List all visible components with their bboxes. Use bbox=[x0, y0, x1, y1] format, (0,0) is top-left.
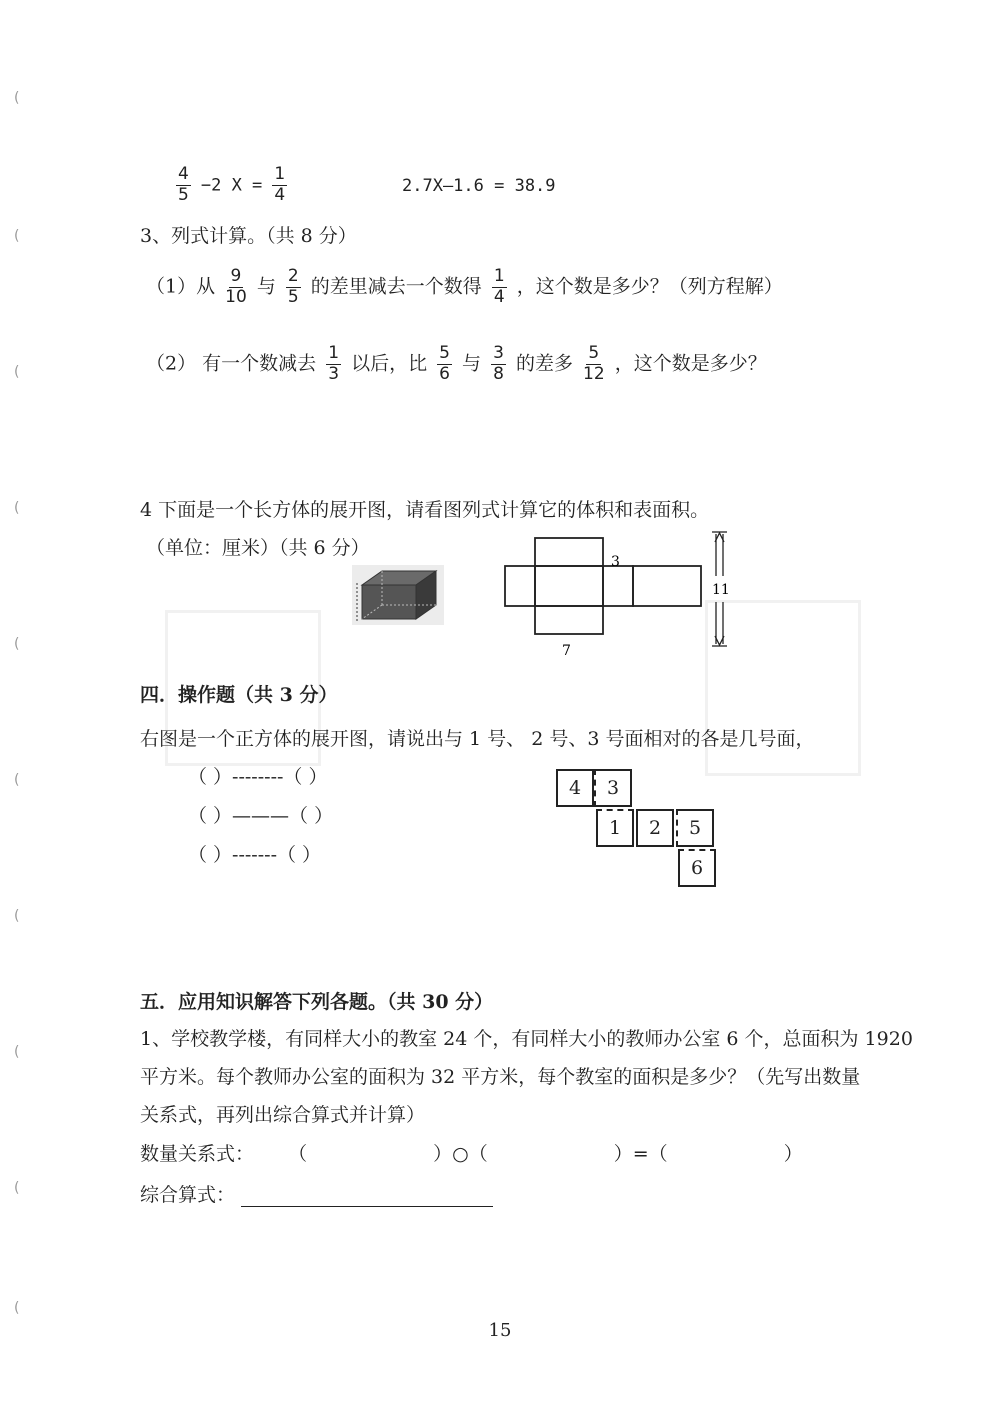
q3-part2: （2） 有一个数减去 $\frac{1}{3}$ 以后，比 $\frac{5}{6}$ 与 $\frac{3}{8}$ 的差多 $\frac{5}{12}$ ，这个数是多少？ bbox=[146, 343, 767, 384]
dim-11: 11 bbox=[712, 582, 730, 598]
cube-face-4: 4 bbox=[556, 769, 594, 807]
section5-p1-line3: 关系式，再列出综合算式并计算） bbox=[140, 1104, 426, 1126]
binder-mark: ( bbox=[14, 90, 20, 106]
cuboid-figure bbox=[352, 565, 444, 625]
q3-part1: （1）从 $\frac{9}{10}$ 与 $\frac{2}{5}$ 的差里减去一个数得 $\frac{1}{4}$ ，这个数是多少？（列方程解） bbox=[146, 266, 783, 307]
section4-heading: 四．操作题（共 3 分） bbox=[140, 684, 338, 706]
section5-p1-line2: 平方米。每个教师办公室的面积为 32 平方米，每个教室的面积是多少？（先写出数量 bbox=[140, 1066, 861, 1088]
binder-mark: ( bbox=[14, 228, 20, 244]
dim-3: 3 bbox=[611, 554, 620, 570]
binder-mark: ( bbox=[14, 364, 20, 380]
q3-heading: 3、列式计算。（共 8 分） bbox=[140, 225, 357, 247]
cube-face-3: 3 bbox=[594, 769, 632, 807]
binder-mark: ( bbox=[14, 772, 20, 788]
binder-mark: ( bbox=[14, 500, 20, 516]
combo-formula-blank[interactable] bbox=[241, 1186, 493, 1207]
binder-mark: ( bbox=[14, 1044, 20, 1060]
section5-p1-line1: 1、学校教学楼，有同样大小的教室 24 个，有同样大小的教师办公室 6 个，总面积为 1920 bbox=[140, 1028, 913, 1050]
cube-face-6: 6 bbox=[678, 849, 716, 887]
binder-mark: ( bbox=[14, 1300, 20, 1316]
cuboid-net bbox=[500, 530, 740, 665]
answer-row-2: （ ）———（ ） bbox=[188, 805, 334, 827]
cube-face-5: 5 bbox=[676, 809, 714, 847]
page-number: 15 bbox=[488, 1320, 512, 1341]
q4-line1: 4 下面是一个长方体的展开图，请看图列式计算它的体积和表面积。 bbox=[140, 499, 710, 521]
equation-2: 2.7X—1.6 = 38.9 bbox=[402, 176, 556, 196]
binder-mark: ( bbox=[14, 908, 20, 924]
equation-1: $\frac{4}{5}$ −2 X = $\frac{1}{4}$ bbox=[178, 164, 286, 205]
relation-line: 数量关系式： （ ）○（ ）=（ ） bbox=[140, 1143, 803, 1165]
combo-formula-line: 综合算式： bbox=[140, 1180, 493, 1207]
answer-row-1: （ ）--------（ ） bbox=[188, 766, 328, 788]
dim-7: 7 bbox=[562, 643, 571, 659]
cube-face-2: 2 bbox=[636, 809, 674, 847]
answer-row-3: （ ）-------（ ） bbox=[188, 844, 322, 866]
binder-mark: ( bbox=[14, 1180, 20, 1196]
section4-text: 右图是一个正方体的展开图，请说出与 1 号、 2 号、3 号面相对的各是几号面， bbox=[140, 728, 815, 750]
cube-face-1: 1 bbox=[596, 809, 634, 847]
q4-line2: （单位：厘米）（共 6 分） bbox=[146, 537, 370, 559]
binder-mark: ( bbox=[14, 636, 20, 652]
section5-heading: 五．应用知识解答下列各题。（共 30 分） bbox=[140, 991, 494, 1013]
